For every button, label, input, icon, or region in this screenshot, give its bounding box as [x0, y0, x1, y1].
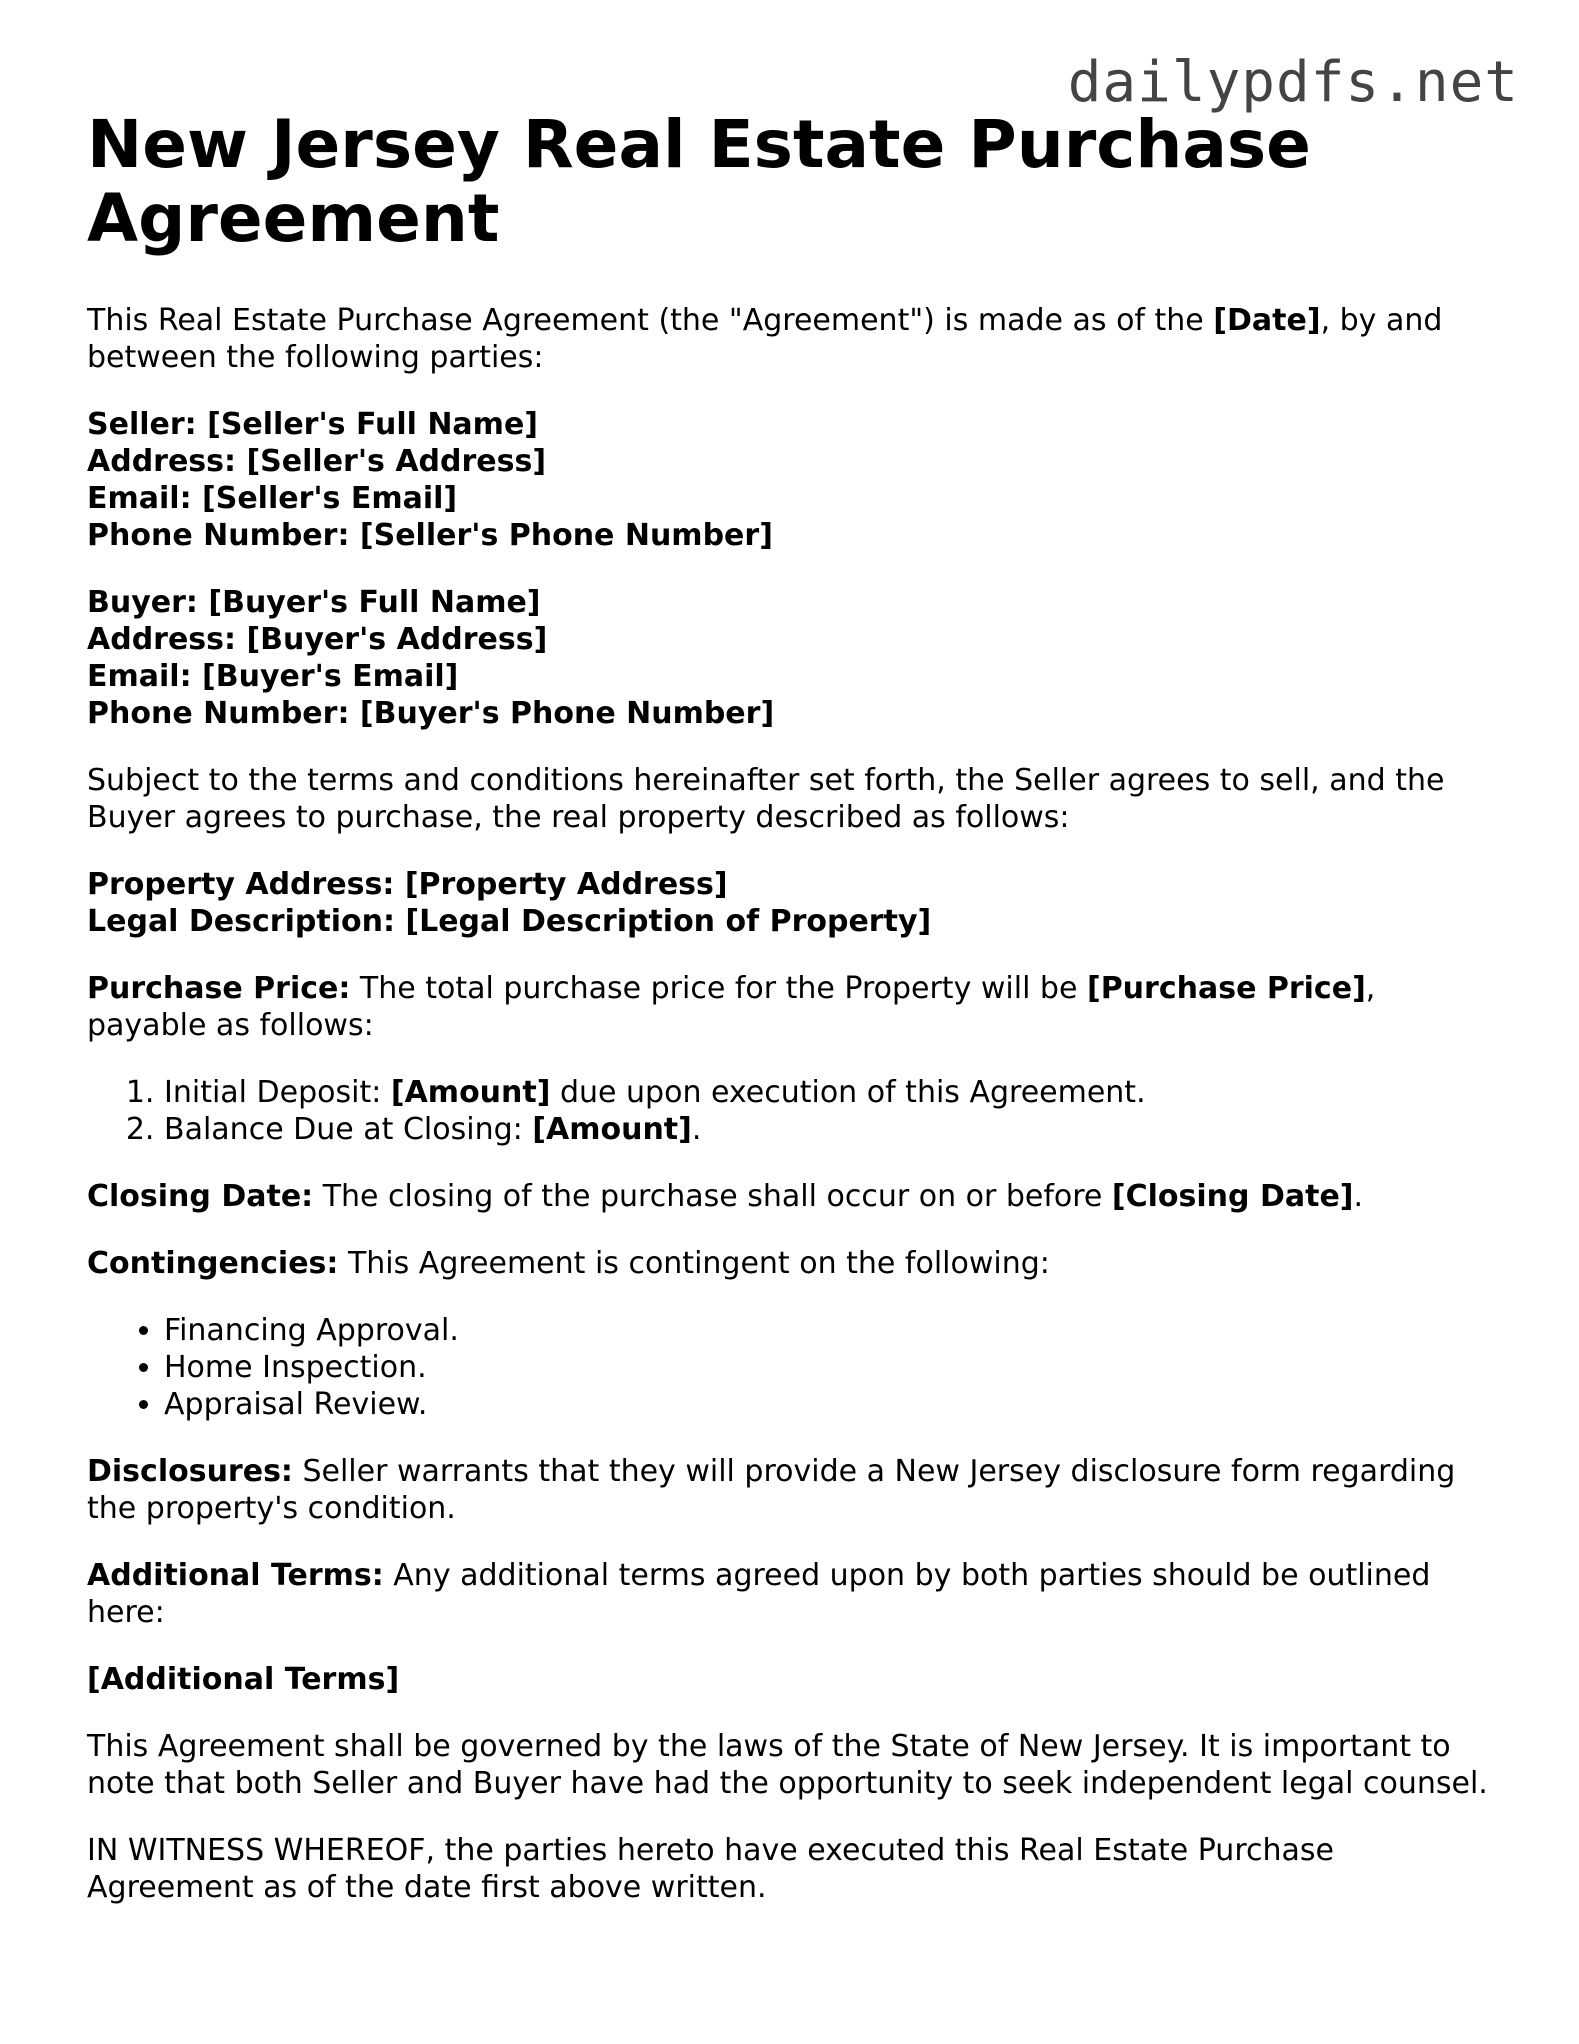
intro-text-after: , by and between the following parties: — [87, 303, 1443, 375]
property-address: Property Address: [Property Address] — [87, 867, 728, 902]
disclosures-text: Seller warrants that they will provide a New Jersey disclosure form regarding the property's condition. — [87, 1454, 1456, 1526]
payment-before: Balance Due at Closing: — [164, 1112, 533, 1147]
payment-list — [87, 1074, 1497, 1148]
additional-terms-text: Any additional terms agreed upon by both parties should be outlined here: — [87, 1558, 1431, 1630]
purchase-price-paragraph — [87, 970, 1497, 1044]
date-placeholder: [Date] — [1213, 303, 1321, 338]
buyer-email: Email: [Buyer's Email] — [87, 659, 459, 694]
seller-email: Email: [Seller's Email] — [87, 481, 458, 516]
contingency-item: • Financing Approval. — [164, 1312, 1497, 1349]
payment-before: Initial Deposit: — [164, 1075, 391, 1110]
disclosures-label: Disclosures: — [87, 1454, 293, 1489]
buyer-block — [87, 584, 1497, 732]
intro-text-before: This Real Estate Purchase Agreement (the "Agreement") is made as of the — [87, 303, 1214, 338]
property-legal-description: Legal Description: [Legal Description of Property] — [87, 904, 932, 939]
contingency-item: • Home Inspection. — [164, 1349, 1497, 1386]
buyer-phone: Phone Number: [Buyer's Phone Number] — [87, 696, 775, 731]
closing-text-after: . — [1353, 1179, 1364, 1214]
additional-terms-placeholder: [Additional Terms] — [87, 1662, 400, 1697]
contingencies-list — [87, 1312, 1497, 1423]
payment-after: due upon execution of this Agreement. — [550, 1075, 1146, 1110]
contingency-item: • Appraisal Review. — [164, 1386, 1497, 1423]
payment-item — [164, 1074, 1497, 1111]
governing-law-paragraph: This Agreement shall be governed by the laws of the State of New Jersey. It is important to note that both Seller and Buyer have had the opportunity to seek independent legal counsel. — [87, 1729, 1488, 1801]
additional-terms-placeholder-paragraph — [87, 1661, 1497, 1698]
disclosures-paragraph — [87, 1453, 1497, 1527]
closing-label: Closing Date: — [87, 1179, 314, 1214]
contingencies-text: This Agreement is contingent on the following: — [338, 1246, 1050, 1281]
payment-placeholder: [Amount] — [532, 1112, 692, 1147]
payment-after: . — [691, 1112, 702, 1147]
buyer-name: Buyer: [Buyer's Full Name] — [87, 585, 541, 620]
seller-address: Address: [Seller's Address] — [87, 444, 547, 479]
additional-terms-paragraph — [87, 1557, 1497, 1631]
seller-phone: Phone Number: [Seller's Phone Number] — [87, 518, 773, 553]
additional-terms-label: Additional Terms: — [87, 1558, 384, 1593]
purchase-price-text-after: , payable as follows: — [87, 971, 1376, 1043]
purchase-price-label: Purchase Price: — [87, 971, 351, 1006]
payment-item — [164, 1111, 1497, 1148]
buyer-address: Address: [Buyer's Address] — [87, 622, 548, 657]
intro-paragraph — [87, 302, 1497, 376]
closing-paragraph — [87, 1178, 1497, 1215]
closing-date-placeholder: [Closing Date] — [1111, 1179, 1354, 1214]
contingencies-paragraph — [87, 1245, 1497, 1282]
document-page — [87, 108, 1497, 1936]
subject-paragraph: Subject to the terms and conditions hereinafter set forth, the Seller agrees to sell, and the Buyer agrees to purchase, the real property described as follows: — [87, 763, 1445, 835]
property-block — [87, 866, 1497, 940]
witness-paragraph: IN WITNESS WHEREOF, the parties hereto have executed this Real Estate Purchase Agreement as of the date first above written. — [87, 1833, 1334, 1905]
seller-block — [87, 406, 1497, 554]
purchase-price-text-before: The total purchase price for the Property will be — [350, 971, 1087, 1006]
page-title: New Jersey Real Estate Purchase Agreement — [87, 106, 1311, 257]
purchase-price-placeholder: [Purchase Price] — [1086, 971, 1366, 1006]
closing-text-before: The closing of the purchase shall occur on or before — [313, 1179, 1112, 1214]
watermark: dailypdfs.net — [1067, 50, 1519, 115]
seller-name: Seller: [Seller's Full Name] — [87, 407, 538, 442]
contingencies-label: Contingencies: — [87, 1246, 339, 1281]
payment-placeholder: [Amount] — [390, 1075, 551, 1110]
